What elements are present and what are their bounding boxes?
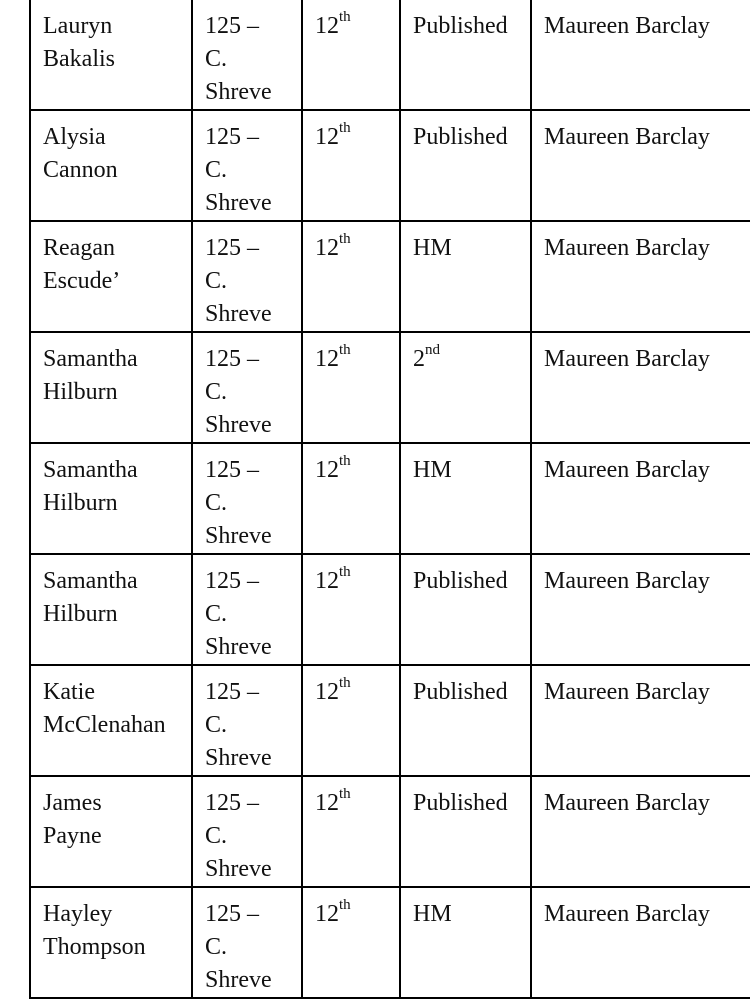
table-row <box>30 110 750 221</box>
table-row <box>30 776 750 887</box>
teacher-cell <box>192 110 302 221</box>
table-row <box>30 332 750 443</box>
grade-cell <box>302 776 400 887</box>
grade-suffix: th <box>339 786 351 802</box>
award-value: 2 <box>413 346 425 372</box>
student-name-cell <box>30 0 192 110</box>
award-value: Published <box>413 13 508 39</box>
grade-number: 12 <box>315 568 339 594</box>
student-last-name: Hilburn <box>43 490 118 516</box>
teacher-room: 125 – <box>205 13 259 39</box>
student-name-cell <box>30 665 192 776</box>
grade-cell <box>302 665 400 776</box>
grade-cell <box>302 221 400 332</box>
student-first-name: Lauryn <box>43 13 113 39</box>
award-value: Published <box>413 790 508 816</box>
sponsor-name: Maureen Barclay <box>544 901 710 927</box>
teacher-cell <box>192 776 302 887</box>
awards-table <box>29 0 750 999</box>
grade-cell <box>302 443 400 554</box>
teacher-name: Shreve <box>205 856 272 882</box>
teacher-cell <box>192 443 302 554</box>
grade-suffix: th <box>339 231 351 247</box>
sponsor-name: Maureen Barclay <box>544 13 710 39</box>
student-last-name: Cannon <box>43 157 118 183</box>
sponsor-name: Maureen Barclay <box>544 790 710 816</box>
grade-cell <box>302 332 400 443</box>
teacher-room: 125 – <box>205 235 259 261</box>
award-value: Published <box>413 124 508 150</box>
sponsor-cell <box>531 221 750 332</box>
award-value: Published <box>413 568 508 594</box>
grade-number: 12 <box>315 901 339 927</box>
teacher-room: 125 – <box>205 679 259 705</box>
student-name-cell <box>30 554 192 665</box>
grade-number: 12 <box>315 124 339 150</box>
grade-number: 12 <box>315 13 339 39</box>
sponsor-cell <box>531 332 750 443</box>
student-last-name: Hilburn <box>43 379 118 405</box>
award-value: HM <box>413 235 452 261</box>
sponsor-cell <box>531 887 750 998</box>
teacher-cell <box>192 887 302 998</box>
teacher-name: Shreve <box>205 523 272 549</box>
teacher-initial: C. <box>205 823 228 849</box>
award-cell <box>400 221 531 332</box>
teacher-room: 125 – <box>205 568 259 594</box>
table-row <box>30 443 750 554</box>
grade-cell <box>302 887 400 998</box>
teacher-cell <box>192 332 302 443</box>
teacher-initial: C. <box>205 934 228 960</box>
award-cell <box>400 0 531 110</box>
award-cell <box>400 887 531 998</box>
student-first-name: Hayley <box>43 901 113 927</box>
teacher-name: Shreve <box>205 745 272 771</box>
sponsor-cell <box>531 110 750 221</box>
teacher-cell <box>192 665 302 776</box>
award-cell <box>400 332 531 443</box>
teacher-name: Shreve <box>205 967 272 993</box>
student-name-cell <box>30 332 192 443</box>
table-row <box>30 0 750 110</box>
award-cell <box>400 110 531 221</box>
grade-number: 12 <box>315 679 339 705</box>
awards-table-container <box>29 0 750 999</box>
teacher-initial: C. <box>205 379 228 405</box>
student-last-name: Escude’ <box>43 268 121 294</box>
teacher-room: 125 – <box>205 346 259 372</box>
student-name-cell <box>30 110 192 221</box>
sponsor-cell <box>531 443 750 554</box>
award-cell <box>400 554 531 665</box>
teacher-name: Shreve <box>205 79 272 105</box>
grade-cell <box>302 554 400 665</box>
teacher-name: Shreve <box>205 412 272 438</box>
student-first-name: Samantha <box>43 346 138 372</box>
table-row <box>30 887 750 998</box>
student-name-cell <box>30 776 192 887</box>
table-row <box>30 554 750 665</box>
student-name-cell <box>30 443 192 554</box>
table-row <box>30 221 750 332</box>
sponsor-name: Maureen Barclay <box>544 124 710 150</box>
teacher-cell <box>192 221 302 332</box>
sponsor-name: Maureen Barclay <box>544 457 710 483</box>
grade-number: 12 <box>315 457 339 483</box>
sponsor-name: Maureen Barclay <box>544 235 710 261</box>
grade-suffix: th <box>339 342 351 358</box>
sponsor-cell <box>531 0 750 110</box>
teacher-room: 125 – <box>205 901 259 927</box>
grade-suffix: th <box>339 453 351 469</box>
teacher-initial: C. <box>205 157 228 183</box>
student-first-name: Samantha <box>43 568 138 594</box>
grade-suffix: th <box>339 564 351 580</box>
teacher-cell <box>192 554 302 665</box>
grade-number: 12 <box>315 346 339 372</box>
student-last-name: Bakalis <box>43 46 115 72</box>
student-last-name: Thompson <box>43 934 146 960</box>
grade-suffix: th <box>339 675 351 691</box>
student-first-name: Katie <box>43 679 95 705</box>
award-value: Published <box>413 679 508 705</box>
teacher-name: Shreve <box>205 190 272 216</box>
table-row <box>30 665 750 776</box>
award-suffix: nd <box>425 342 440 358</box>
student-first-name: Samantha <box>43 457 138 483</box>
grade-cell <box>302 110 400 221</box>
student-first-name: James <box>43 790 102 816</box>
student-last-name: McClenahan <box>43 712 166 738</box>
student-name-cell <box>30 887 192 998</box>
sponsor-name: Maureen Barclay <box>544 568 710 594</box>
award-value: HM <box>413 457 452 483</box>
grade-number: 12 <box>315 235 339 261</box>
sponsor-cell <box>531 776 750 887</box>
grade-number: 12 <box>315 790 339 816</box>
teacher-room: 125 – <box>205 790 259 816</box>
grade-suffix: th <box>339 9 351 25</box>
sponsor-cell <box>531 554 750 665</box>
student-first-name: Alysia <box>43 124 106 150</box>
student-last-name: Hilburn <box>43 601 118 627</box>
teacher-initial: C. <box>205 46 228 72</box>
teacher-initial: C. <box>205 268 228 294</box>
award-cell <box>400 776 531 887</box>
sponsor-cell <box>531 665 750 776</box>
grade-suffix: th <box>339 897 351 913</box>
student-last-name: Payne <box>43 823 102 849</box>
student-first-name: Reagan <box>43 235 115 261</box>
awards-table-body <box>30 0 750 998</box>
teacher-name: Shreve <box>205 634 272 660</box>
teacher-initial: C. <box>205 712 228 738</box>
grade-cell <box>302 0 400 110</box>
award-cell <box>400 443 531 554</box>
sponsor-name: Maureen Barclay <box>544 679 710 705</box>
grade-suffix: th <box>339 120 351 136</box>
student-name-cell <box>30 221 192 332</box>
teacher-room: 125 – <box>205 457 259 483</box>
teacher-cell <box>192 0 302 110</box>
award-cell <box>400 665 531 776</box>
sponsor-name: Maureen Barclay <box>544 346 710 372</box>
award-value: HM <box>413 901 452 927</box>
teacher-name: Shreve <box>205 301 272 327</box>
teacher-initial: C. <box>205 490 228 516</box>
teacher-room: 125 – <box>205 124 259 150</box>
teacher-initial: C. <box>205 601 228 627</box>
